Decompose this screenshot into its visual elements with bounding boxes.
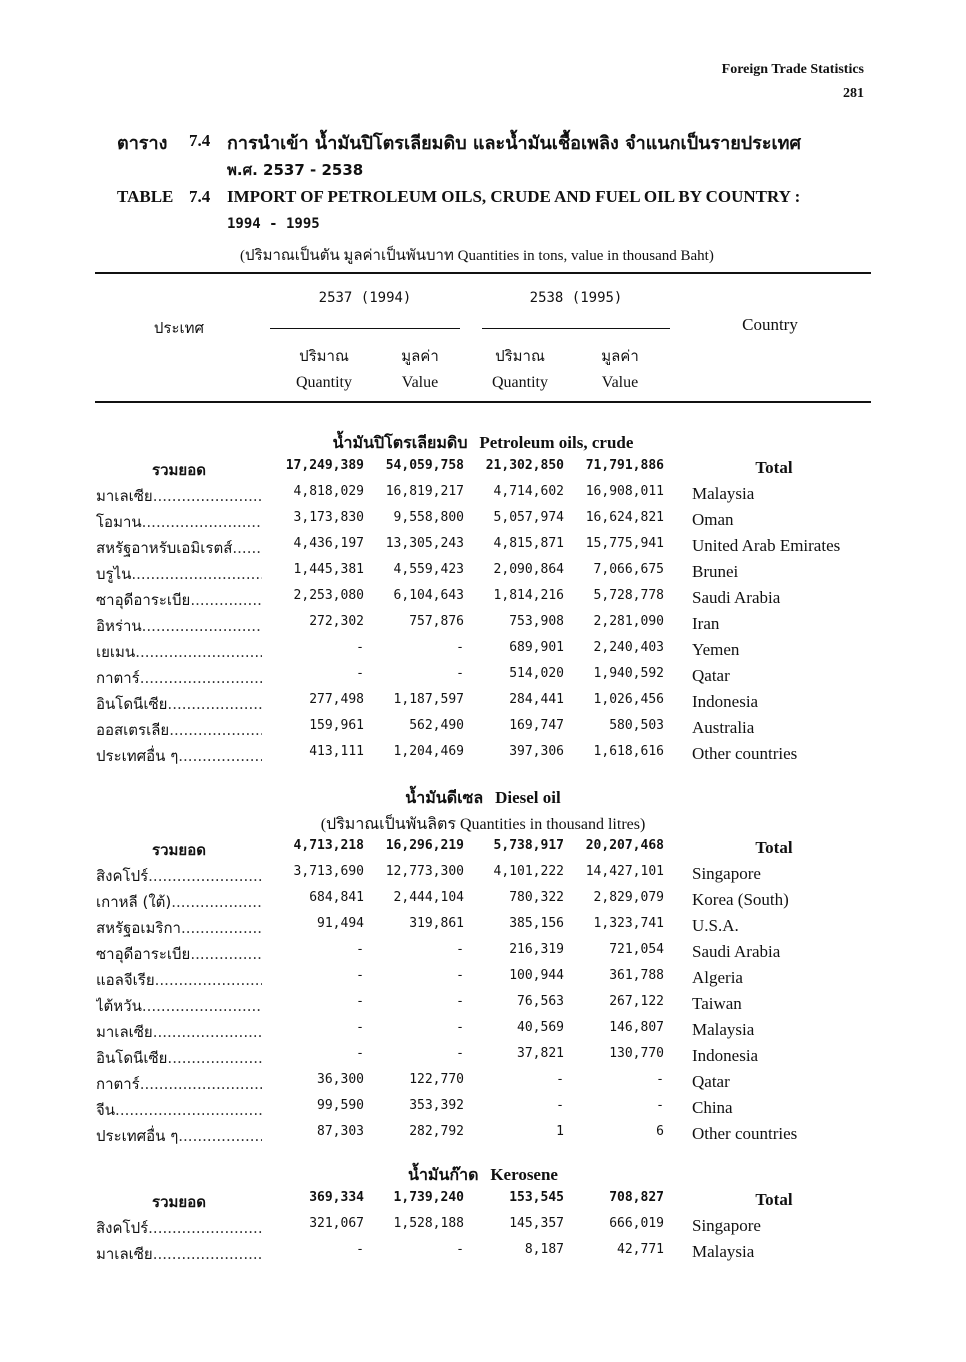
country-name-th xyxy=(96,614,262,638)
country-name-th xyxy=(96,838,262,862)
country-name-th-text: มาเลเซีย xyxy=(96,487,153,505)
title-en-number: 7.4 xyxy=(189,187,211,206)
cell-q95: 514,020 xyxy=(509,666,564,681)
country-name-th-text: อินโดนีเซีย xyxy=(96,695,168,713)
country-name-th-text: กาตาร์ xyxy=(96,1075,140,1093)
cell-v94: - xyxy=(456,1242,464,1257)
country-name-th xyxy=(96,458,262,482)
cell-q94: 87,303 xyxy=(317,1124,364,1139)
country-name-th xyxy=(96,942,262,966)
cell-q94: 321,067 xyxy=(309,1216,364,1231)
title-en-text: IMPORT OF PETROLEUM OILS, CRUDE AND FUEL OIL BY COUNTRY : xyxy=(227,187,801,206)
country-name-en: China xyxy=(692,1098,733,1117)
title-number: 7.4 xyxy=(189,131,211,150)
cell-v94: - xyxy=(456,968,464,983)
cell-v95: 16,624,821 xyxy=(585,510,664,525)
country-name-en: Qatar xyxy=(692,666,730,685)
table-row xyxy=(0,968,966,994)
section-title xyxy=(0,786,966,811)
country-name-en: Indonesia xyxy=(692,692,759,711)
cell-v94: 9,558,800 xyxy=(393,510,464,525)
cell-q95: 76,563 xyxy=(517,994,564,1009)
cell-v95: 580,503 xyxy=(609,718,664,733)
cell-q94: 3,173,830 xyxy=(293,510,364,525)
country-name-th-text: สิงคโปร์ xyxy=(96,1219,149,1237)
cell-v95: 6 xyxy=(656,1124,664,1139)
qty-94-en: Quantity xyxy=(296,374,352,391)
country-name-th xyxy=(96,744,262,768)
country-name-th-text: เกาหลี (ใต้) xyxy=(96,893,172,911)
country-name-en: Brunei xyxy=(692,562,739,581)
cell-v95: 1,026,456 xyxy=(593,692,664,707)
cell-q94: 3,713,690 xyxy=(293,864,364,879)
cell-v95: 666,019 xyxy=(609,1216,664,1231)
header-bottom-rule xyxy=(95,401,871,403)
table-row xyxy=(0,890,966,916)
country-name-th xyxy=(96,1072,262,1096)
country-name-en: Singapore xyxy=(692,864,761,883)
cell-v94: 122,770 xyxy=(409,1072,464,1087)
total-row xyxy=(0,458,966,484)
country-name-th-text: บรูไน xyxy=(96,565,132,583)
table-row xyxy=(0,640,966,666)
country-name-th xyxy=(96,1046,262,1070)
section-title xyxy=(0,1163,966,1188)
cell-q94: 4,436,197 xyxy=(293,536,364,551)
cell-q95: 100,944 xyxy=(509,968,564,983)
country-name-en: Saudi Arabia xyxy=(692,942,781,961)
country-name-th-text: ซาอุดีอาระเบีย xyxy=(96,945,191,963)
cell-q94: 272,302 xyxy=(309,614,364,629)
table-row xyxy=(0,1072,966,1098)
country-name-en: Total xyxy=(755,838,793,857)
cell-q94: 684,841 xyxy=(309,890,364,905)
cell-q94: 36,300 xyxy=(317,1072,364,1087)
country-th-heading: ประเทศ xyxy=(153,319,205,337)
cell-q94: 369,334 xyxy=(309,1190,364,1205)
year-1994-heading: 2537 (1994) xyxy=(318,290,412,306)
cell-q94: 159,961 xyxy=(309,718,364,733)
cell-v95: 14,427,101 xyxy=(585,864,664,879)
country-name-en: U.S.A. xyxy=(692,916,739,935)
cell-q94: - xyxy=(356,1020,364,1035)
country-name-th xyxy=(96,994,262,1018)
country-name-th-text: รวมยอด xyxy=(152,841,206,859)
country-name-th xyxy=(96,1216,262,1240)
cell-q95: 8,187 xyxy=(524,1242,564,1257)
table-row xyxy=(0,1046,966,1072)
title-en-label: TABLE xyxy=(117,187,174,206)
cell-v95: 1,940,592 xyxy=(593,666,664,681)
section-title-en: Petroleum oils, crude xyxy=(479,433,634,452)
country-name-th xyxy=(96,510,262,534)
country-name-th xyxy=(96,1124,262,1148)
val-95-en: Value xyxy=(601,374,639,391)
country-name-en: Malaysia xyxy=(692,1020,755,1039)
cell-v94: 282,792 xyxy=(409,1124,464,1139)
cell-v95: 708,827 xyxy=(609,1190,664,1205)
cell-q95: 2,090,864 xyxy=(493,562,564,577)
section-title-th: น้ำมันดีเซล xyxy=(405,788,484,807)
cell-q95: 40,569 xyxy=(517,1020,564,1035)
cell-v94: 562,490 xyxy=(409,718,464,733)
cell-v94: 16,296,219 xyxy=(385,838,464,853)
country-name-th xyxy=(96,588,262,612)
cell-v94: - xyxy=(456,994,464,1009)
cell-q95: 5,057,974 xyxy=(493,510,564,525)
table-row xyxy=(0,1216,966,1242)
country-name-en: Total xyxy=(755,1190,793,1209)
section-title-th: น้ำมันก๊าด xyxy=(408,1165,479,1184)
cell-v95: 146,807 xyxy=(609,1020,664,1035)
table-row xyxy=(0,744,966,770)
country-name-th-text: สหรัฐอาหรับเอมิเรตส์ xyxy=(96,539,233,557)
cell-v94: 1,187,597 xyxy=(393,692,464,707)
cell-v94: - xyxy=(456,640,464,655)
cell-v95: 2,240,403 xyxy=(593,640,664,655)
country-name-en: Other countries xyxy=(692,744,798,763)
cell-v95: 1,323,741 xyxy=(593,916,664,931)
cell-v95: 42,771 xyxy=(617,1242,664,1257)
country-name-th-text: ไต้หวัน xyxy=(96,997,142,1015)
country-name-th-text: ออสเตรเลีย xyxy=(96,721,170,739)
table-row xyxy=(0,916,966,942)
country-name-th-text: แอลจีเรีย xyxy=(96,971,155,989)
cell-q95: - xyxy=(556,1098,564,1113)
cell-q95: 4,101,222 xyxy=(493,864,564,879)
cell-v95: - xyxy=(656,1072,664,1087)
cell-v95: 16,908,011 xyxy=(585,484,664,499)
cell-v94: - xyxy=(456,666,464,681)
cell-v94: 16,819,217 xyxy=(385,484,464,499)
cell-v95: 7,066,675 xyxy=(593,562,664,577)
country-name-th xyxy=(96,1020,262,1044)
country-name-th-text: ประเทศอื่น ๆ xyxy=(96,747,179,765)
country-en-heading: Country xyxy=(742,315,798,334)
cell-v94: 1,739,240 xyxy=(393,1190,464,1205)
cell-q94: - xyxy=(356,1242,364,1257)
total-row xyxy=(0,838,966,864)
country-name-en: Yemen xyxy=(692,640,740,659)
cell-q94: 413,111 xyxy=(309,744,364,759)
cell-v94: 319,861 xyxy=(409,916,464,931)
cell-v95: 267,122 xyxy=(609,994,664,1009)
country-name-th-text: มาเลเซีย xyxy=(96,1023,153,1041)
country-name-th-text: ซาอุดีอาระเบีย xyxy=(96,591,191,609)
section-title-en: Kerosene xyxy=(490,1165,558,1184)
year-1994-underline xyxy=(270,328,460,329)
country-name-th xyxy=(96,890,262,914)
country-name-en: Taiwan xyxy=(692,994,742,1013)
cell-v95: 361,788 xyxy=(609,968,664,983)
cell-v94: - xyxy=(456,1020,464,1035)
cell-q95: 153,545 xyxy=(509,1190,564,1205)
country-name-th xyxy=(96,536,262,560)
cell-q94: 4,713,218 xyxy=(293,838,364,853)
table-row xyxy=(0,1020,966,1046)
country-name-en: Other countries xyxy=(692,1124,798,1143)
section-unit-note: (ปริมาณเป็นพันลิตร Quantities in thousand litres) xyxy=(320,816,646,833)
table-row xyxy=(0,666,966,692)
cell-q95: 1 xyxy=(556,1124,564,1139)
cell-v94: - xyxy=(456,1046,464,1061)
cell-v94: 54,059,758 xyxy=(385,458,464,473)
cell-v95: 2,281,090 xyxy=(593,614,664,629)
cell-q94: 2,253,080 xyxy=(293,588,364,603)
cell-q94: - xyxy=(356,666,364,681)
table-row xyxy=(0,994,966,1020)
cell-q94: 91,494 xyxy=(317,916,364,931)
page-number: 281 xyxy=(843,86,864,101)
country-name-th-text: กาตาร์ xyxy=(96,669,140,687)
cell-v94: 1,528,188 xyxy=(393,1216,464,1231)
title-th-text: การนำเข้า น้ำมันปิโตรเลียมดิบ และน้ำมันเชื้อเพลิง จำแนกเป็นรายประเทศ xyxy=(227,133,801,154)
cell-q95: 169,747 xyxy=(509,718,564,733)
cell-v95: 1,618,616 xyxy=(593,744,664,759)
cell-q94: 17,249,389 xyxy=(285,458,364,473)
country-name-en: Iran xyxy=(692,614,720,633)
val-94-th: มูลค่า xyxy=(401,347,439,365)
cell-q94: - xyxy=(356,994,364,1009)
table-row xyxy=(0,614,966,640)
cell-v95: 130,770 xyxy=(609,1046,664,1061)
qty-95-en: Quantity xyxy=(492,374,548,391)
cell-v95: 5,728,778 xyxy=(593,588,664,603)
cell-v94: - xyxy=(456,942,464,957)
country-name-th xyxy=(96,864,262,888)
cell-q94: 99,590 xyxy=(317,1098,364,1113)
cell-v94: 4,559,423 xyxy=(393,562,464,577)
table-row xyxy=(0,484,966,510)
country-name-en: Algeria xyxy=(692,968,743,987)
country-name-th-text: สหรัฐอเมริกา xyxy=(96,919,181,937)
total-row xyxy=(0,1190,966,1216)
cell-v95: 20,207,468 xyxy=(585,838,664,853)
cell-q94: - xyxy=(356,640,364,655)
country-name-th-text: จีน xyxy=(96,1101,116,1119)
table-row xyxy=(0,536,966,562)
cell-v94: 13,305,243 xyxy=(385,536,464,551)
country-name-th xyxy=(96,1190,262,1214)
table-row xyxy=(0,942,966,968)
country-name-th xyxy=(96,968,262,992)
cell-q95: 216,319 xyxy=(509,942,564,957)
country-name-th-text: สิงคโปร์ xyxy=(96,867,149,885)
country-name-en: Qatar xyxy=(692,1072,730,1091)
title-en-years: 1994 - 1995 xyxy=(227,216,320,232)
country-name-th xyxy=(96,916,262,940)
cell-q95: 385,156 xyxy=(509,916,564,931)
country-name-th xyxy=(96,692,262,716)
country-name-en: Malaysia xyxy=(692,484,755,503)
table-row xyxy=(0,562,966,588)
cell-q95: 4,714,602 xyxy=(493,484,564,499)
section-title xyxy=(0,431,966,456)
cell-q95: 5,738,917 xyxy=(493,838,564,853)
country-name-en: Korea (South) xyxy=(692,890,789,909)
cell-v94: 757,876 xyxy=(409,614,464,629)
table-row xyxy=(0,1242,966,1268)
cell-q95: 689,901 xyxy=(509,640,564,655)
cell-v95: 721,054 xyxy=(609,942,664,957)
cell-v95: 2,829,079 xyxy=(593,890,664,905)
cell-v95: 15,775,941 xyxy=(585,536,664,551)
series-title: Foreign Trade Statistics xyxy=(721,62,864,77)
cell-v95: - xyxy=(656,1098,664,1113)
country-name-th-text: เยเมน xyxy=(96,643,136,661)
year-1995-heading: 2538 (1995) xyxy=(529,290,623,306)
country-name-th-text: รวมยอด xyxy=(152,461,206,479)
table-row xyxy=(0,692,966,718)
section-title-en: Diesel oil xyxy=(495,788,561,807)
country-name-en: Total xyxy=(755,458,793,477)
table-row xyxy=(0,1098,966,1124)
cell-q94: - xyxy=(356,1046,364,1061)
table-row xyxy=(0,1124,966,1150)
units-note: (ปริมาณเป็นตัน มูลค่าเป็นพันบาท Quantities in tons, value in thousand Baht) xyxy=(240,248,714,264)
cell-q95: 145,357 xyxy=(509,1216,564,1231)
cell-q95: 4,815,871 xyxy=(493,536,564,551)
country-name-th-text: มาเลเซีย xyxy=(96,1245,153,1263)
country-name-en: Indonesia xyxy=(692,1046,759,1065)
country-name-th xyxy=(96,640,262,664)
country-name-en: United Arab Emirates xyxy=(692,536,841,555)
country-name-th xyxy=(96,718,262,742)
cell-q94: 277,498 xyxy=(309,692,364,707)
val-95-th: มูลค่า xyxy=(601,347,639,365)
country-name-en: Saudi Arabia xyxy=(692,588,781,607)
country-name-th-text: อิหร่าน xyxy=(96,617,142,635)
country-name-th xyxy=(96,484,262,508)
cell-v94: 6,104,643 xyxy=(393,588,464,603)
cell-q94: 1,445,381 xyxy=(293,562,364,577)
country-name-th xyxy=(96,1242,262,1266)
title-th-label: ตาราง xyxy=(117,133,168,154)
country-name-en: Oman xyxy=(692,510,734,529)
cell-q95: - xyxy=(556,1072,564,1087)
cell-q94: - xyxy=(356,968,364,983)
cell-v94: 12,773,300 xyxy=(385,864,464,879)
country-name-th-text: โอมาน xyxy=(96,513,142,531)
top-rule xyxy=(95,272,871,274)
country-name-en: Australia xyxy=(692,718,755,737)
cell-q94: - xyxy=(356,942,364,957)
cell-q95: 37,821 xyxy=(517,1046,564,1061)
section-title-th: น้ำมันปิโตรเลียมดิบ xyxy=(332,433,468,452)
cell-q94: 4,818,029 xyxy=(293,484,364,499)
year-1995-underline xyxy=(482,328,670,329)
table-row xyxy=(0,588,966,614)
country-name-th-text: รวมยอด xyxy=(152,1193,206,1211)
country-name-en: Malaysia xyxy=(692,1242,755,1261)
val-94-en: Value xyxy=(401,374,439,391)
country-name-th xyxy=(96,666,262,690)
cell-q95: 397,306 xyxy=(509,744,564,759)
cell-v94: 1,204,469 xyxy=(393,744,464,759)
cell-v95: 71,791,886 xyxy=(585,458,664,473)
cell-q95: 21,302,850 xyxy=(485,458,564,473)
title-th-years: พ.ศ. 2537 - 2538 xyxy=(227,161,364,179)
cell-v94: 353,392 xyxy=(409,1098,464,1113)
cell-q95: 780,322 xyxy=(509,890,564,905)
table-row xyxy=(0,510,966,536)
table-row xyxy=(0,864,966,890)
country-name-th-text: ประเทศอื่น ๆ xyxy=(96,1127,179,1145)
country-name-th-text: อินโดนีเซีย xyxy=(96,1049,168,1067)
cell-q95: 1,814,216 xyxy=(493,588,564,603)
cell-v94: 2,444,104 xyxy=(393,890,464,905)
qty-95-th: ปริมาณ xyxy=(495,347,545,365)
country-name-en: Singapore xyxy=(692,1216,761,1235)
country-name-th xyxy=(96,1098,262,1122)
qty-94-th: ปริมาณ xyxy=(299,347,349,365)
country-name-th xyxy=(96,562,262,586)
table-row xyxy=(0,718,966,744)
cell-q95: 284,441 xyxy=(509,692,564,707)
cell-q95: 753,908 xyxy=(509,614,564,629)
